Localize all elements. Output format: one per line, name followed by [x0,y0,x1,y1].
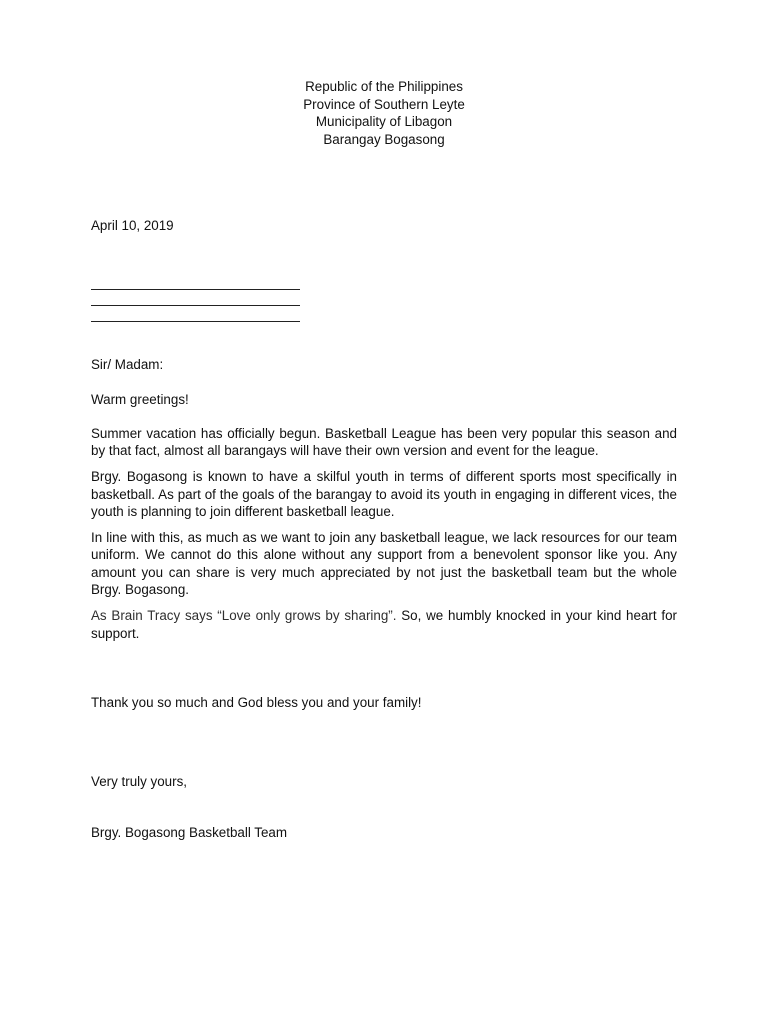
letter-date: April 10, 2019 [91,218,174,233]
recipient-blank-line [91,274,300,290]
letterhead-province: Province of Southern Leyte [303,96,465,112]
greeting: Warm greetings! [91,392,189,407]
signature-block: Brgy. Bogasong Basketball Team [91,825,288,840]
letter-body [91,425,677,650]
recipient-blank-line [91,290,300,306]
body-paragraph-3: In line with this, as much as we want to join any basketball league, we lack resources for our team uniform. We cannot do this alone without any support from a benevolent sponsor like you. Any amount you can share is very much appreciated by not just the basketball team but the whole Brgy. Bogasong. [91,530,677,598]
letterhead-country: Republic of the Philippines [305,79,463,94]
salutation: Sir/ Madam: [91,357,164,372]
body-paragraph-4-rest: So, we humbly knocked in your kind heart for support. [91,608,677,641]
closing: Very truly yours, [91,774,187,789]
quote-text: As Brain Tracy says “Love only grows by sharing”. [91,608,397,624]
body-paragraph-4 [91,607,677,642]
body-paragraph-1: Summer vacation has officially begun. Basketball League has been very popular this season and by that fact, almost all barangays will have their own version and event for the league. [91,426,677,459]
letterhead [0,78,768,148]
body-paragraph-2: Brgy. Bogasong is known to have a skilful youth in terms of different sports most specifically in basketball. As part of the goals of the barangay to avoid its youth in engaging in different vices, the youth is planning to join different basketball league. [91,469,677,520]
recipient-blank-line [91,306,300,322]
recipient-address-blanks [91,274,300,322]
letterhead-barangay: Barangay Bogasong [323,131,445,147]
thanks-line: Thank you so much and God bless you and your family! [91,695,422,710]
letterhead-municipality: Municipality of Libagon [315,114,453,129]
